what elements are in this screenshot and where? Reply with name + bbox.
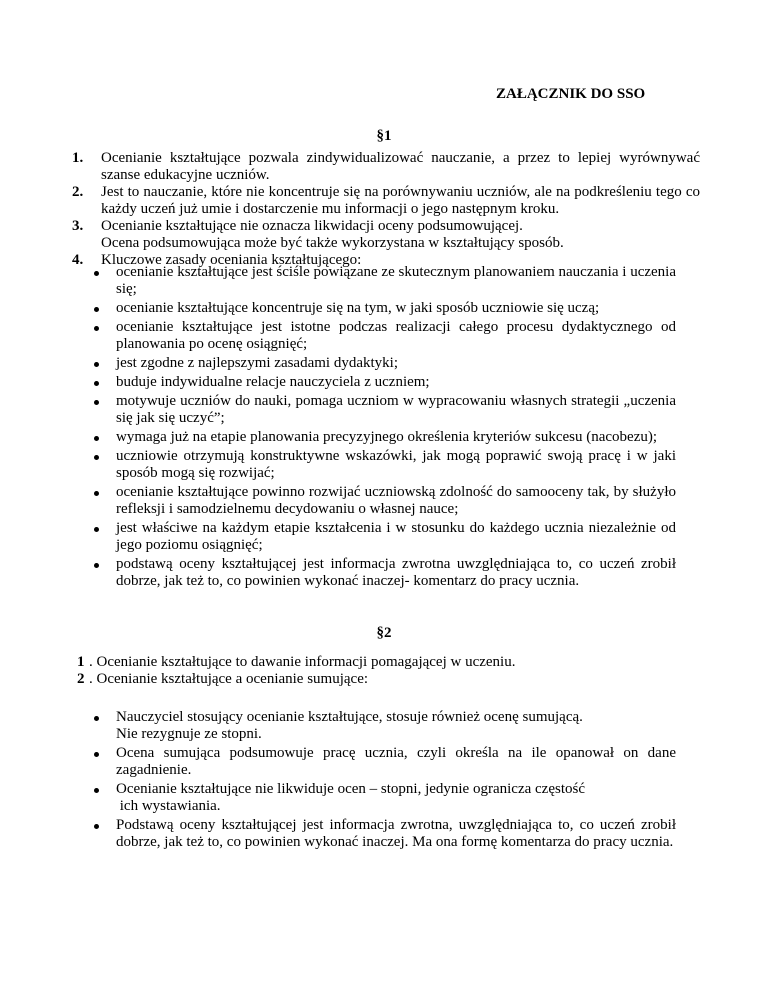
bullet-item: buduje indywidualne relacje nauczyciela z uczniem; — [116, 374, 676, 391]
bullet-line: Ocena sumująca podsumowuje pracę ucznia, czyli określa na ile opanował on dane zagadnienie. — [116, 745, 676, 778]
item-text: . Ocenianie kształtujące a ocenianie sumujące: — [89, 671, 369, 687]
bullet-item: wymaga już na etapie planowania precyzyjnego określenia kryteriów sukcesu (nacobezu); — [116, 429, 676, 446]
item-text: Ocenianie kształtujące pozwala zindywidualizować nauczanie, a przez to lepiej wyrównywać szanse edukacyjne uczniów. — [101, 150, 700, 183]
section-2-bullet-list — [116, 709, 676, 853]
bullet-line: Ocenianie kształtujące nie likwiduje ocen – stopni, jedynie ogranicza częstość — [116, 781, 585, 797]
item-number: 2. — [72, 184, 84, 200]
section-1-heading: §1 — [376, 128, 392, 144]
section-1-numbered-list — [68, 150, 700, 269]
list-item — [68, 184, 700, 218]
item-number: 1 — [77, 654, 85, 670]
bullet-item — [116, 745, 676, 779]
item-number: 4. — [72, 252, 84, 268]
bullet-item — [116, 817, 676, 851]
bullet-item — [116, 781, 676, 815]
item-number: 3. — [72, 218, 84, 234]
item-text: Kluczowe zasady oceniania kształtującego: — [101, 252, 362, 268]
item-text: Jest to nauczanie, które nie koncentruje się na porównywaniu uczniów, ale na podkreśleniu tego co każdy uczeń już umie i dostarczenie mu informacji o jego następnym kroku. — [101, 184, 700, 217]
annex-title: ZAŁĄCZNIK DO SSO — [496, 86, 646, 102]
item-text: . Ocenianie kształtujące to dawanie informacji pomagającej w uczeniu. — [89, 654, 516, 670]
bullet-item: ocenianie kształtujące koncentruje się na tym, w jaki sposób uczniowie się uczą; — [116, 300, 676, 317]
section-2-heading-text: §2 — [376, 625, 392, 641]
bullet-item: ocenianie kształtujące powinno rozwijać uczniowską zdolność do samooceny tak, by służyło refleksji i samodzielnemu decydowaniu o własnej nauce; — [116, 484, 676, 517]
item-text-extra: Ocena podsumowująca może być także wykorzystana w kształtujący sposób. — [101, 235, 564, 251]
bullet-line: Nie rezygnuje ze stopni. — [116, 726, 262, 742]
section-2-heading — [0, 625, 768, 642]
bullet-item: ocenianie kształtujące jest ściśle powiązane ze skutecznym planowaniem nauczania i uczenia się; — [116, 264, 676, 297]
item-number: 2 — [77, 671, 85, 687]
bullet-line: Nauczyciel stosujący ocenianie kształtujące, stosuje również ocenę sumującą. — [116, 709, 583, 725]
section-2-numbered-list — [71, 654, 711, 688]
bullet-item: ocenianie kształtujące jest istotne podczas realizacji całego procesu dydaktycznego od planowania po ocenę osiągnięć; — [116, 319, 676, 352]
bullet-item: jest zgodne z najlepszymi zasadami dydaktyki; — [116, 355, 676, 372]
list-item — [71, 654, 711, 671]
item-text: Ocenianie kształtujące nie oznacza likwidacji oceny podsumowującej. — [101, 218, 523, 234]
list-item — [68, 150, 700, 184]
bullet-item: motywuje uczniów do nauki, pomaga uczniom w wypracowaniu własnych strategii „uczenia się jak się uczyć”; — [116, 393, 676, 426]
bullet-item: jest właściwe na każdym etapie kształcenia i w stosunku do każdego ucznia niezależnie od jego poziomu osiągnięć; — [116, 520, 676, 553]
bullet-item — [116, 709, 676, 743]
item-number: 1. — [72, 150, 84, 166]
list-item — [68, 218, 700, 252]
bullet-line: Podstawą oceny kształtującej jest informacja zwrotna, uwzględniająca to, co uczeń zrobił dobrze, jak też to, co powinien wykonać inaczej. Ma ona formę komentarza do pracy ucznia. — [116, 817, 676, 850]
section-1-bullet-list — [116, 264, 676, 592]
list-item — [71, 671, 711, 688]
bullet-line: ich wystawiania. — [116, 798, 221, 814]
bullet-item: podstawą oceny kształtującej jest informacja zwrotna uwzględniająca to, co uczeń zrobił dobrze, jak też to, co powinien wykonać inaczej- komentarz do pracy ucznia. — [116, 556, 676, 589]
bullet-item: uczniowie otrzymują konstruktywne wskazówki, jak mogą poprawić swoją pracę i w jaki sposób mogą się rozwijać; — [116, 448, 676, 481]
